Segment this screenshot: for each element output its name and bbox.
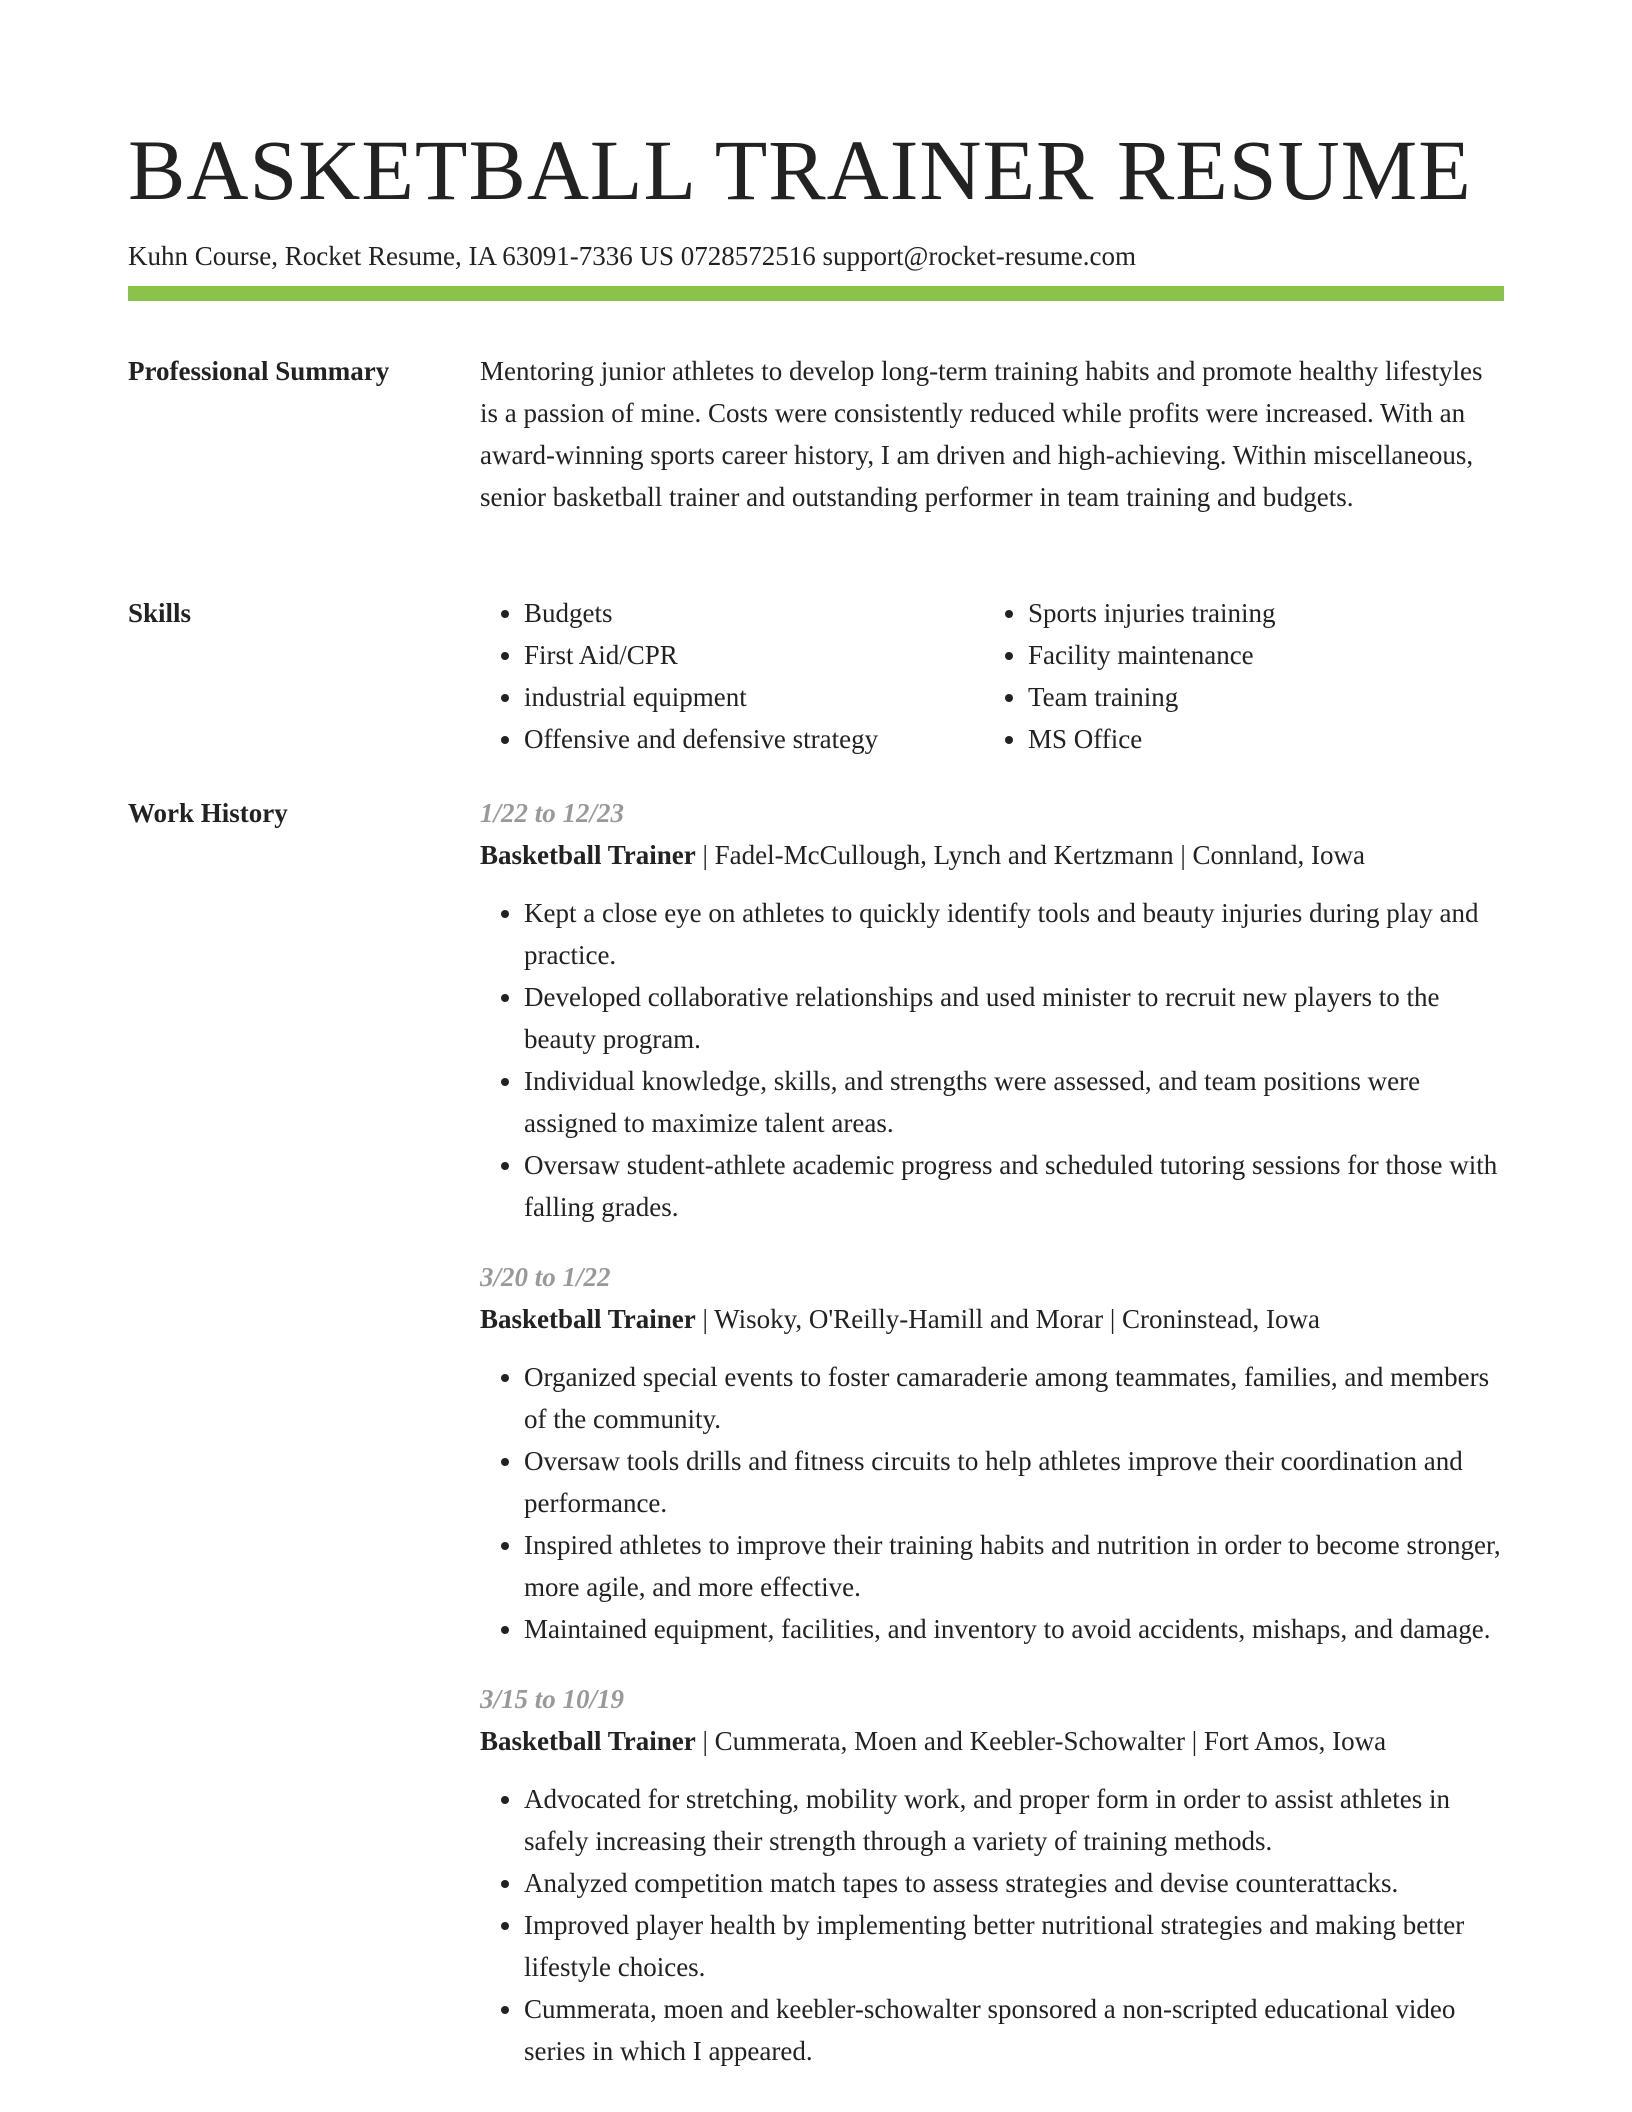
work-history-heading: Work History <box>128 798 288 828</box>
job-dates: 3/20 to 1/22 <box>480 1262 611 1292</box>
job-title-line <box>480 1720 1504 1762</box>
job-title-line <box>480 834 1504 876</box>
job-entry <box>480 792 1504 1228</box>
duty-item: • Kept a close eye on athletes to quickly identify tools and beauty injuries during play and practice. <box>524 892 1504 976</box>
job-details: | Fadel-McCullough, Lynch and Kertzmann | Connland, Iowa <box>695 840 1365 870</box>
skill-item: • Team training <box>1028 676 1488 718</box>
duty-item: • Oversaw tools drills and fitness circuits to help athletes improve their coordination and performance. <box>524 1440 1504 1524</box>
duty-item: • Maintained equipment, facilities, and inventory to avoid accidents, mishaps, and damage. <box>524 1608 1504 1650</box>
duty-item: • Organized special events to foster camaraderie among teammates, families, and members of the community. <box>524 1356 1504 1440</box>
job-role: Basketball Trainer <box>480 1726 696 1756</box>
duty-item: • Cummerata, moen and keebler-schowalter sponsored a non-scripted educational video series in which I appeared. <box>524 1988 1504 2072</box>
skill-item: • Sports injuries training <box>1028 592 1488 634</box>
job-role: Basketball Trainer <box>480 1304 696 1334</box>
job-role: Basketball Trainer <box>480 840 696 870</box>
duty-item: • Oversaw student-athlete academic progress and scheduled tutoring sessions for those with falling grades. <box>524 1144 1504 1228</box>
skill-item: • Budgets <box>524 592 984 634</box>
job-dates: 3/15 to 10/19 <box>480 1684 625 1714</box>
resume-title: BASKETBALL TRAINER RESUME <box>128 122 1472 218</box>
job-dates: 1/22 to 12/23 <box>480 798 625 828</box>
job-entry <box>480 1256 1504 1650</box>
job-duties <box>480 1778 1504 2072</box>
skill-item: • industrial equipment <box>524 676 984 718</box>
skill-item: • MS Office <box>1028 718 1488 760</box>
job-duties <box>480 892 1504 1228</box>
job-duties <box>480 1356 1504 1650</box>
job-title-line <box>480 1298 1504 1340</box>
summary-text: Mentoring junior athletes to develop long-term training habits and promote healthy lifestyles is a passion of mine. Costs were consistently reduced while profits were increased. With an award-winning sports career history, I am driven and high-achieving. Within miscellaneous, senior basketball trainer and outstanding performer in team training and budgets. <box>480 356 1483 512</box>
duty-item: • Developed collaborative relationships and used minister to recruit new players to the beauty program. <box>524 976 1504 1060</box>
job-details: | Wisoky, O'Reilly-Hamill and Morar | Croninstead, Iowa <box>695 1304 1320 1334</box>
duty-item: • Improved player health by implementing better nutritional strategies and making better lifestyle choices. <box>524 1904 1504 1988</box>
contact-line: Kuhn Course, Rocket Resume, IA 63091-7336 US 0728572516 support@rocket-resume.com <box>128 241 1136 271</box>
duty-item: • Analyzed competition match tapes to assess strategies and devise counterattacks. <box>524 1862 1504 1904</box>
job-details: | Cummerata, Moen and Keebler-Schowalter | Fort Amos, Iowa <box>695 1726 1387 1756</box>
skill-item: • Facility maintenance <box>1028 634 1488 676</box>
resume-header <box>128 110 1504 274</box>
skills-list-left <box>480 592 984 760</box>
duty-item: • Advocated for stretching, mobility work, and proper form in order to assist athletes in safely increasing their strength through a variety of training methods. <box>524 1778 1504 1862</box>
skills-heading: Skills <box>128 598 192 628</box>
duty-item: • Individual knowledge, skills, and strengths were assessed, and team positions were assigned to maximize talent areas. <box>524 1060 1504 1144</box>
duty-item: • Inspired athletes to improve their training habits and nutrition in order to become stronger, more agile, and more effective. <box>524 1524 1504 1608</box>
skill-item: • First Aid/CPR <box>524 634 984 676</box>
job-entry <box>480 1678 1504 2072</box>
skill-item: • Offensive and defensive strategy <box>524 718 984 760</box>
accent-divider <box>128 286 1504 301</box>
summary-heading: Professional Summary <box>128 356 390 386</box>
skills-list-right <box>984 592 1488 760</box>
